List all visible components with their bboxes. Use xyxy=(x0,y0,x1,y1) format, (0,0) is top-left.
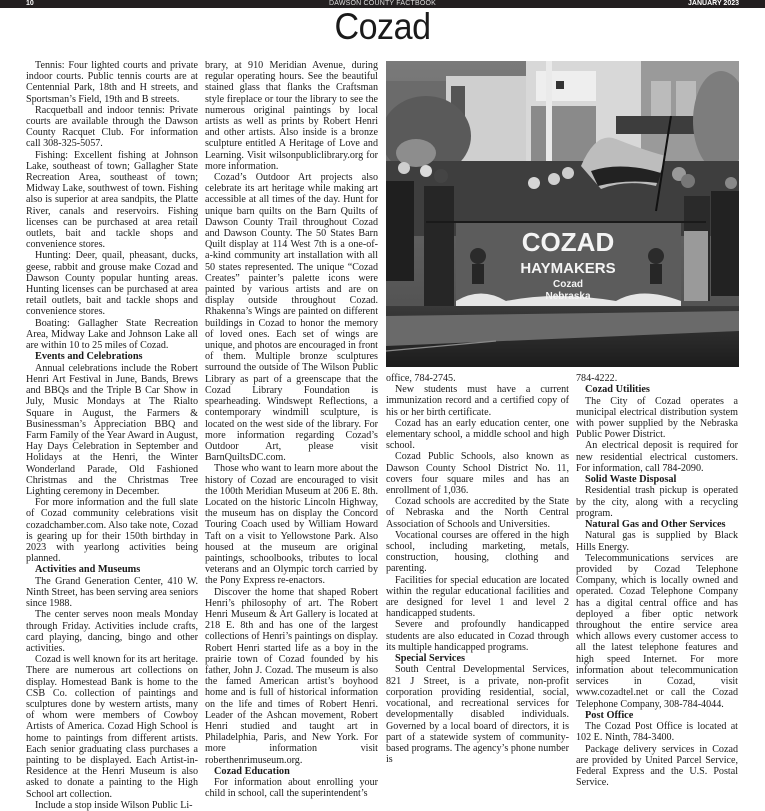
heading-natural-gas: Natural Gas and Other Services xyxy=(585,519,726,531)
paragraph-telecom: Telecommunications services are provided by Cozad Telephone Company, which is locally owned and operated. Cozad Telephone Company has a digital central office and has deployed a fiber optic network throughout the entire service area which allows every customer access to all the latest telephone features and high speed Internet. For more information about telecommunication services in Cozad, visit www.cozadtel.net or call the Cozad Telephone Company, 308-784-4044. xyxy=(576,552,738,710)
column-4 xyxy=(576,373,738,788)
paragraph-more-info: For more information and the full slate of Cozad community celebrations visit cozadchamber.com. Also take note, Cozad is gearing up for their 150th birthday in 2023 with yearlong activities being planned. xyxy=(26,497,198,565)
heading-activities: Activities and Museums xyxy=(35,564,141,576)
paragraph-library-start: Include a stop inside Wilson Public Li- xyxy=(35,799,193,811)
paragraph-gas-supplier: Natural gas is supplied by Black Hills Energy. xyxy=(576,530,738,553)
page-number: 10 xyxy=(26,0,34,7)
paragraph-annual-celebrations: Annual celebrations include the Robert Henri Art Festival in June, Bands, Brews and BBQs and the Triple B Car Show in July, Music Mondays at The Rialto Square in August, the Farmers & Businessman’s Appreciation BBQ and Farm Family of the Year Award in August, Hay Days Celebration in September and Holidays at the Henri, the Winter Wonderland Parade, Old Fashioned Christmas and the Christmas Tree Lighting ceremony in December. xyxy=(26,362,198,497)
paragraph-racquetball: Racquetball and indoor tennis: Private courts are available through the Dawson County Racquet Club. For information call 308-325-5057. xyxy=(26,104,198,150)
paragraph-grand-generation: The Grand Generation Center, 410 W. Ninth Street, has been serving area seniors since 1988. xyxy=(26,575,198,610)
paragraph-outdoor-art: Cozad’s Outdoor Art projects also celebrate its art heritage while making art accessible at all times of the day. Hunt for unique barn quilts on the Barn Quilts of Dawson County Trail throughout Cozad and Dawson County. The 50 States Barn Quilt display at 114 West 7th is a one-of-a-kind community art installation with all 50 states represented. The unique “Cozad Creates” painter’s palette icons were painted by various artists and are on display outside throughout Cozad. Rhakenna’s Wings are painted on different buildings in Cozad to honor the memory of loved ones. Each set of wings are unique, and photos are encouraged in front of them. Multiple bronze sculptures surround the outside of The Wilson Public Library as part of a greenscape that the Cozad Library Foundation is spearheading. Windswept Reflections, a contemporary windmill sculpture, is located on the west side of the library. For more information regarding Cozad’s Outdoor Art, please visit BarnQuiltsDC.com. xyxy=(205,172,378,464)
column-2 xyxy=(205,60,378,800)
page-title: Cozad xyxy=(334,6,431,47)
issue-date: JANUARY 2023 xyxy=(688,0,739,7)
paragraph-boating: Boating: Gallagher State Recreation Area, Midway Lake and Johnson Lake all are within 10 to 25 miles of Cozad. xyxy=(26,317,198,352)
heading-events: Events and Celebrations xyxy=(35,351,143,363)
paragraph-package-delivery: Package delivery services in Cozad are provided by United Parcel Service, Federal Express and the U.S. Postal Service. xyxy=(576,743,738,789)
paragraph-post-office: The Cozad Post Office is located at 102 E. Ninth, 784-3400. xyxy=(576,721,738,744)
paragraph-art-heritage: Cozad is well known for its art heritage. There are numerous art collections on display. Homestead Bank is home to the CSB Co. collection of paintings and sculptures done by western artists, many of whom were members of Cowboy Artists of America. Cozad High School is home to paintings from different artists. Each senior graduating class purchases a painting to be displayed. Each Artist-in-Residence at the Henri Museum is also asked to donate a painting to the High School art collection. xyxy=(26,654,198,800)
paragraph-tennis: Tennis: Four lighted courts and private indoor courts. Public tennis courts are at Centennial Park, 18th and H streets, and Sportsman’s Field, 19th and B streets. xyxy=(26,60,198,105)
banner-line-1: COZAD xyxy=(521,227,615,257)
paragraph-agency-phone: 784-4222. xyxy=(576,373,618,384)
paragraph-noon-meals: The center serves noon meals Monday through Friday. Activities include crafts, card playing, dancing, bingo and other activities. xyxy=(26,609,198,654)
banner-line-2: HAYMAKERS xyxy=(520,260,616,277)
paragraph-district: Cozad Public Schools, also known as Dawson County School District No. 11, covers four square miles and has an enrollment of 1,036. xyxy=(386,451,569,497)
paragraph-scds: South Central Developmental Services, 821 J Street, is a private, non-profit corporation providing residential, social, vocational, and recreational services for developmentally disabled individuals. Governed by a local board of directors, it is part of a statewide system of community-based programs. The agency’s phone number is xyxy=(386,664,569,766)
paragraph-library: brary, at 910 Meridian Avenue, during regular operating hours. See the beautiful stained glass that flanks the Craftsman style fireplace or tour the library to see the numerous original paintings by local artists as well as prints by Robert Henri and other artists. Also inside is a bronze sculpture entitled A Heritage of Love and Learning. Visit wilsonpubliclibrary.org for more information. xyxy=(205,60,378,172)
parade-photo xyxy=(386,61,739,367)
column-1 xyxy=(26,60,198,811)
paragraph-immunization: New students must have a current immunization record and a certified copy of his or her birth certificate. xyxy=(386,384,569,418)
banner-line-3: Cozad xyxy=(553,279,583,290)
paragraph-superintendent-phone: office, 784-2745. xyxy=(386,373,456,384)
paragraph-fishing: Fishing: Excellent fishing at Johnson Lake, southeast of town; Gallagher State Recreation Area, southeast of town; Midway Lake, southwest of town. Fishing also is superior at area sandpits, the Platte River, canals and reservoirs. Fishing licenses can be purchased at area retail outlets, bait and tackle shops and convenience stores. xyxy=(26,149,198,251)
parade-photo-image xyxy=(386,61,739,367)
paragraph-schools: Cozad has an early education center, one elementary school, a middle school and high school. xyxy=(386,417,569,452)
paragraph-meridian-museum: Those who want to learn more about the history of Cozad are encouraged to visit the 100th Meridian Museum at 206 E. 8th. Located on the historic Lincoln Highway, the museum has on display the Concord Touring Coach used by William Howard Taft on a visit to Yellowstone Park. Also housed at the museum are original paintings, schoolbooks, tributes to local veterans and an Olympic torch carried by the Pony Express re-enactors. xyxy=(205,463,378,587)
heading-post-office: Post Office xyxy=(585,709,634,721)
paragraph-trash: Residential trash pickup is operated by the city, along with a recycling program. xyxy=(576,485,738,519)
paragraph-vocational: Vocational courses are offered in the high school, including marketing, metals, construction, housing, clothing and parenting. xyxy=(386,529,569,575)
paragraph-henri-museum: Discover the home that shaped Robert Henri’s philosophy of art. The Robert Henri Museum & Art Gallery is located at 218 E. 8th and has one of the largest collections of Henri’s paintings on display. Robert Henri started life as a boy in the prairie town of Cozad founded by his father, John J. Cozad. The museum is also the famed American artist’s boyhood home and is full of historical information on the life and times of Robert Henri. Leader of the Ashcan movement, Robert Henri studied and taught art in Philadelphia, Paris, and New York. For more information visit roberthenrimuseum.org. xyxy=(205,586,378,766)
paragraph-handicapped-programs: Severe and profoundly handicapped students are also educated in Cozad through its multiple handicapped programs. xyxy=(386,619,569,653)
heading-education: Cozad Education xyxy=(214,765,290,777)
paragraph-accreditation: Cozad schools are accredited by the State of Nebraska and the North Central Association of Schools and Universities. xyxy=(386,496,569,530)
paragraph-deposit: An electrical deposit is required for new residential electrical customers. For information, call 784-2090. xyxy=(576,440,738,474)
column-3 xyxy=(386,373,569,765)
paragraph-enrollment: For information about enrolling your child in school, call the superintendent’s xyxy=(205,777,378,800)
heading-utilities: Cozad Utilities xyxy=(585,384,650,396)
paragraph-electrical: The City of Cozad operates a municipal electrical distribution system with power supplied by the Nebraska Public Power District. xyxy=(576,395,738,441)
banner-line-4: Nebraska xyxy=(545,291,591,302)
publication-name: DAWSON COUNTY FACTBOOK xyxy=(328,0,437,7)
paragraph-special-education: Facilities for special education are located within the regular educational facilities and are designed for level 1 and level 2 handicapped students. xyxy=(386,574,569,620)
heading-special-services: Special Services xyxy=(395,653,466,665)
heading-solid-waste: Solid Waste Disposal xyxy=(585,474,677,486)
paragraph-hunting: Hunting: Deer, quail, pheasant, ducks, geese, rabbit and grouse make Cozad and Dawson County popular hunting areas. Hunting licenses can be purchased at area retail outlets, bait and tackle shops and convenience stores. xyxy=(26,250,198,318)
